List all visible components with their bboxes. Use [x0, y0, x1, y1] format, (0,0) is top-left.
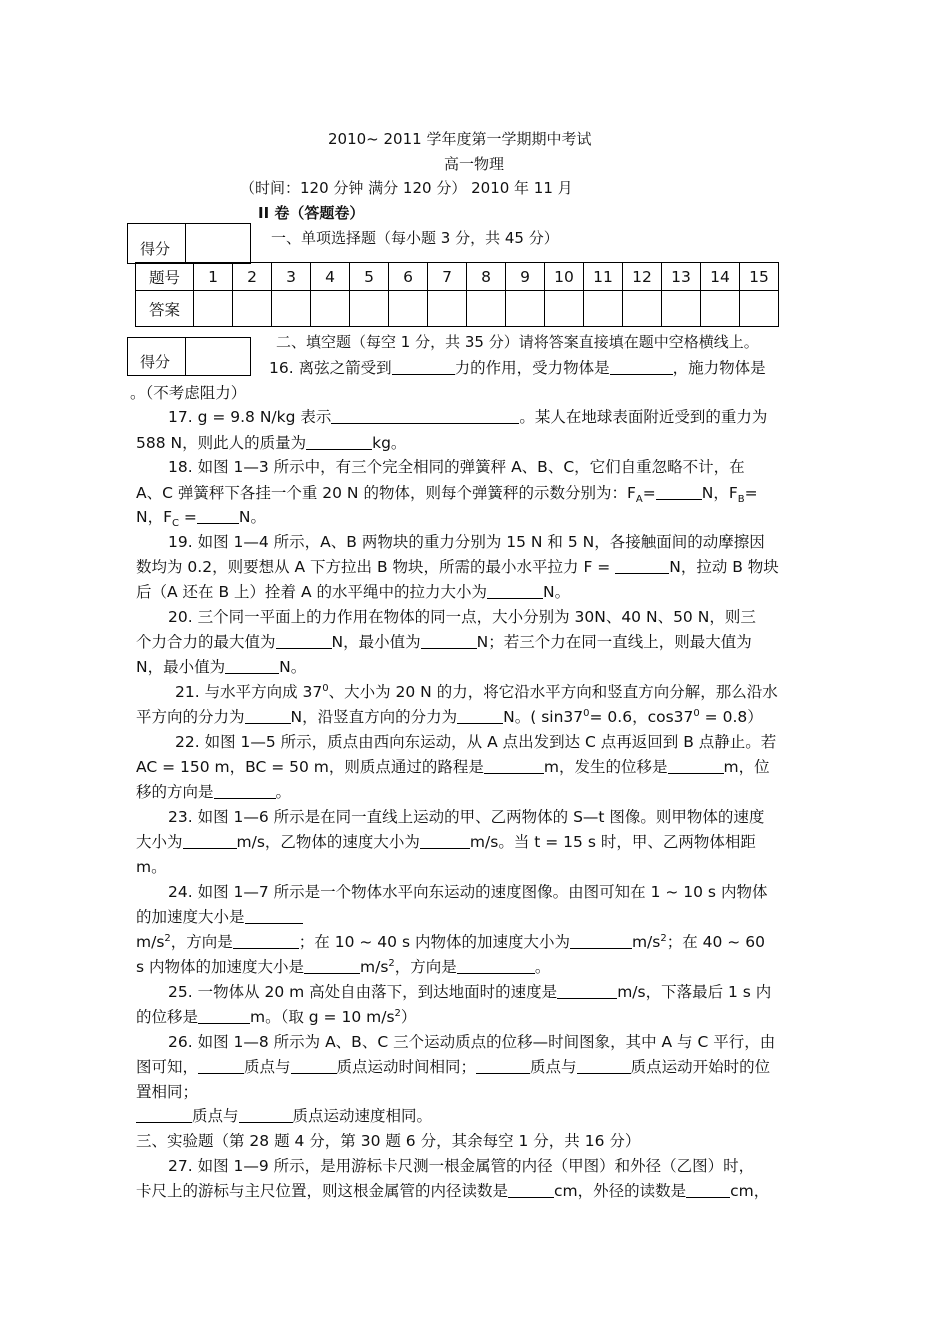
q27-line2	[136, 1179, 769, 1201]
answer-cell[interactable]	[389, 291, 428, 327]
row-header-number: 题号	[136, 263, 194, 291]
q21-blank2[interactable]	[457, 708, 503, 725]
q20-line3	[136, 655, 306, 677]
q21-blank1[interactable]	[245, 708, 291, 725]
q24-text: 。	[534, 958, 551, 976]
q27-text: 27. 如图 1—9 所示，是用游标卡尺测一根金属管的内径（甲图）和外径（乙图）时，	[168, 1157, 755, 1175]
q21-text: N，沿竖直方向的分力为	[290, 708, 458, 726]
q19-text: N。	[542, 583, 571, 601]
q22-text: 22. 如图 1—5 所示，质点由西向东运动，从 A 点出发到达 C 点再返回到 B 点静止。若	[175, 733, 777, 751]
question-number: 7	[428, 263, 467, 291]
q23-text: 大小为	[136, 833, 183, 851]
exam-title: 2010~ 2011 学年度第一学期期中考试	[328, 130, 592, 148]
q25-text: ）	[400, 1008, 417, 1026]
q21-text: 平方向的分力为	[136, 708, 245, 726]
q23-text: m。	[136, 858, 167, 876]
q16-text: 。（不考虑阻力）	[130, 384, 247, 402]
q23-text: m/s，乙物体的速度大小为	[236, 833, 420, 851]
answer-cell[interactable]	[467, 291, 506, 327]
q25-line1	[168, 980, 771, 1002]
q21-line2	[136, 705, 763, 727]
q24-text: s 内物体的加速度大小是	[136, 958, 305, 976]
question-number: 3	[272, 263, 311, 291]
q18-text: A、C 弹簧秤下各挂一个重 20 N 的物体，则每个弹簧秤的示数分别为：F	[136, 484, 636, 502]
answer-cell[interactable]	[311, 291, 350, 327]
score-field[interactable]	[186, 224, 250, 263]
section3-title	[136, 1129, 640, 1151]
q25-blank2[interactable]	[198, 1008, 250, 1025]
score-box-section1	[127, 223, 251, 264]
q21-text: 21. 与水平方向成 37	[175, 683, 323, 701]
q26-text: 质点运动时间相同；	[336, 1058, 477, 1076]
answer-cell[interactable]	[545, 291, 584, 327]
q17-blank2[interactable]	[306, 434, 372, 451]
answer-cell[interactable]	[662, 291, 701, 327]
q18-sub: A	[635, 494, 643, 506]
q27-text: cm，	[730, 1182, 770, 1200]
row-header-answer: 答案	[136, 291, 194, 327]
score-field[interactable]	[186, 338, 250, 375]
answer-cell[interactable]	[623, 291, 662, 327]
q20-blank2[interactable]	[421, 633, 477, 650]
q24-blank5[interactable]	[457, 958, 535, 975]
q21-line1	[175, 680, 778, 702]
q26-text: 质点与	[244, 1058, 291, 1076]
q23-line3	[136, 855, 167, 877]
q23-line2	[136, 830, 756, 852]
q20-blank1[interactable]	[276, 633, 332, 650]
answer-cell[interactable]	[506, 291, 545, 327]
q18-line2	[136, 481, 758, 505]
section3-title-text: 三、实验题（第 28 题 4 分，第 30 题 6 分，其余每空 1 分，共 16 分）	[136, 1132, 641, 1150]
q27-blank2[interactable]	[686, 1182, 730, 1199]
answer-table	[135, 262, 779, 327]
q18-sub: B	[737, 494, 745, 506]
q26-text: 质点运动开始时的位	[630, 1058, 771, 1076]
q20-text: 个力合力的最大值为	[136, 633, 276, 651]
question-number: 11	[584, 263, 623, 291]
q18-text: N。	[238, 508, 267, 526]
answer-cell[interactable]	[428, 291, 467, 327]
question-number: 6	[389, 263, 428, 291]
question-number: 2	[233, 263, 272, 291]
q21-text: = 0.8）	[699, 708, 763, 726]
q16-text: ，施力物体是	[672, 359, 766, 377]
q25-text: 的位移是	[136, 1008, 199, 1026]
q24-blank2[interactable]	[233, 933, 299, 950]
q18-text: =	[642, 484, 656, 502]
q26-text: 质点运动速度相同。	[292, 1107, 433, 1125]
q26-blank4[interactable]	[577, 1058, 631, 1075]
table-row	[136, 291, 779, 327]
q22-line1	[175, 730, 776, 752]
q19-text: 19. 如图 1—4 所示，A、B 两物块的重力分别为 15 N 和 5 N，各接触面间的动摩擦因	[168, 533, 765, 551]
q19-line1	[168, 530, 765, 552]
q26-line3	[136, 1080, 198, 1102]
q20-text: N；若三个力在同一直线上，则最大值为	[476, 633, 752, 651]
question-number: 10	[545, 263, 584, 291]
q24-sup: 2	[164, 932, 171, 944]
q19-blank1[interactable]	[615, 558, 669, 575]
q17-text: 17. g = 9.8 N/kg 表示	[168, 408, 332, 426]
q23-blank1[interactable]	[183, 833, 237, 850]
q18-text: N，F	[136, 508, 173, 526]
q20-text: N，最小值为	[331, 633, 421, 651]
q26-blank1[interactable]	[198, 1058, 244, 1075]
q22-blank2[interactable]	[668, 758, 724, 775]
answer-cell[interactable]	[740, 291, 779, 327]
q26-text: 26. 如图 1—8 所示为 A、B、C 三个运动质点的位移—时间图象，其中 A 与 C 平行，由	[168, 1033, 776, 1051]
q24-text: m/s	[631, 933, 661, 951]
section1-title: 一、单项选择题（每小题 3 分，共 45 分）	[271, 229, 559, 247]
q24-blank1[interactable]	[245, 908, 303, 925]
q27-text: cm，外径的读数是	[554, 1182, 687, 1200]
q20-text: 20. 三个同一平面上的力作用在物体的同一点，大小分别为 30N、40 N、50 N，则三	[168, 608, 756, 626]
q18-line1	[168, 455, 745, 477]
q21-text: 、大小为 20 N 的力，将它沿水平方向和竖直方向分解，那么沿水	[328, 683, 778, 701]
q25-blank1[interactable]	[557, 983, 617, 1000]
q17-line1	[168, 405, 767, 427]
q26-text: 图可知，	[136, 1058, 199, 1076]
q24-line4	[136, 955, 550, 977]
q24-text: ；在 40 ~ 60	[666, 933, 765, 951]
q23-blank2[interactable]	[420, 833, 470, 850]
question-number: 1	[194, 263, 233, 291]
q17-text: 588 N，则此人的质量为	[136, 434, 307, 452]
answer-cell[interactable]	[233, 291, 272, 327]
q22-text: AC = 150 m，BC = 50 m，则质点通过的路程是	[136, 758, 484, 776]
q24-text: ；在 10 ~ 40 s 内物体的加速度大小为	[298, 933, 570, 951]
q23-text: 23. 如图 1—6 所示是在同一直线上运动的甲、乙两物体的 S—t 图像。则甲物体的速度	[168, 808, 765, 826]
q27-text: 卡尺上的游标与主尺位置，则这根金属管的内径读数是	[136, 1182, 509, 1200]
question-number: 14	[701, 263, 740, 291]
q19-line2	[136, 555, 779, 577]
q25-text: m/s，下落最后 1 s 内	[617, 983, 772, 1001]
q24-line2	[136, 905, 303, 927]
q17-text: kg。	[372, 434, 407, 452]
score-box-section2	[127, 337, 251, 376]
q24-line3	[136, 930, 765, 952]
q26-blank3[interactable]	[476, 1058, 530, 1075]
q24-text: ，方向是	[170, 933, 233, 951]
q22-line2	[136, 755, 770, 777]
q25-line2	[136, 1005, 416, 1027]
q25-text: 25. 一物体从 20 m 高处自由落下，到达地面时的速度是	[168, 983, 558, 1001]
score-label: 得分	[128, 338, 186, 375]
q24-line1	[168, 880, 767, 902]
q22-blank1[interactable]	[484, 758, 544, 775]
q22-blank3[interactable]	[214, 783, 276, 800]
q27-line1	[168, 1154, 754, 1176]
q24-blank3[interactable]	[570, 933, 632, 950]
q23-line1	[168, 805, 764, 827]
volume-title: II 卷（答题卷）	[258, 204, 365, 222]
q24-text: m/s	[360, 958, 389, 976]
q21-sup: 0	[693, 707, 700, 719]
q19-line3	[136, 580, 570, 602]
q21-sup: 0	[322, 682, 329, 694]
q17-blank1[interactable]	[331, 408, 519, 425]
q18-text: =	[744, 484, 758, 502]
question-number: 13	[662, 263, 701, 291]
question-number: 4	[311, 263, 350, 291]
q26-blank2[interactable]	[291, 1058, 337, 1075]
q16-text: 力的作用，受力物体是	[454, 359, 610, 377]
table-row	[136, 263, 779, 291]
q23-text: m/s。当 t = 15 s 时，甲、乙两物体相距	[469, 833, 756, 851]
q22-text: m，位	[723, 758, 770, 776]
question-number: 9	[506, 263, 545, 291]
question-number: 15	[740, 263, 779, 291]
q16-text: 16. 离弦之箭受到	[269, 359, 392, 377]
q18-text: N，F	[701, 484, 738, 502]
exam-subject: 高一物理	[444, 155, 505, 173]
q18-text: 18. 如图 1—3 所示中，有三个完全相同的弹簧秤 A、B、C，它们自重忽略不计，在	[168, 458, 745, 476]
q24-blank4[interactable]	[304, 958, 360, 975]
q22-text: 。	[275, 783, 292, 801]
q26-line1	[168, 1030, 775, 1052]
q25-sup: 2	[394, 1007, 401, 1019]
q20-blank3[interactable]	[225, 658, 279, 675]
q20-line1	[168, 605, 756, 627]
q18-blank3[interactable]	[197, 508, 239, 525]
q19-blank2[interactable]	[487, 583, 543, 600]
answer-cell[interactable]	[272, 291, 311, 327]
answer-cell[interactable]	[350, 291, 389, 327]
q18-text: =	[179, 508, 197, 526]
q16-line2	[130, 381, 246, 403]
q24-text: 24. 如图 1—7 所示是一个物体水平向东运动的速度图像。由图可知在 1 ~ 10 s 内物体	[168, 883, 768, 901]
q18-sub: C	[172, 518, 179, 530]
q19-text: 数均为 0.2，则要想从 A 下方拉出 B 物块，所需的最小水平拉力 F =	[136, 558, 616, 576]
q20-text: N。	[279, 658, 307, 676]
answer-cell[interactable]	[584, 291, 623, 327]
q27-blank1[interactable]	[508, 1182, 554, 1199]
q26-blank6[interactable]	[239, 1107, 293, 1124]
q21-text: = 0.6，cos37	[589, 708, 694, 726]
q21-sup: 0	[583, 707, 590, 719]
score-label: 得分	[128, 224, 186, 263]
q17-line2	[136, 431, 406, 453]
question-number: 8	[467, 263, 506, 291]
answer-cell[interactable]	[194, 291, 233, 327]
q25-text: m。（取 g = 10 m/s	[250, 1008, 395, 1026]
q21-text: N。( sin37	[503, 708, 584, 726]
q24-text: 的加速度大小是	[136, 908, 245, 926]
q26-blank5[interactable]	[136, 1107, 192, 1124]
q20-line2	[136, 630, 752, 652]
q24-sup: 2	[388, 957, 395, 969]
q17-text: 。某人在地球表面附近受到的重力为	[519, 408, 768, 426]
section2-title: 二、填空题（每空 1 分，共 35 分）请将答案直接填在题中空格横线上。	[276, 333, 759, 351]
q24-text: ，方向是	[394, 958, 457, 976]
q16-blank2[interactable]	[610, 359, 673, 376]
q24-sup: 2	[660, 932, 667, 944]
q26-text: 质点与	[192, 1107, 239, 1125]
q22-text: 移的方向是	[136, 783, 214, 801]
q26-text: 置相同；	[136, 1083, 199, 1101]
q18-blank1[interactable]	[656, 484, 702, 501]
exam-meta: （时间：120 分钟 满分 120 分） 2010 年 11 月	[240, 179, 573, 197]
q26-text: 质点与	[530, 1058, 577, 1076]
question-number: 5	[350, 263, 389, 291]
answer-cell[interactable]	[701, 291, 740, 327]
q24-text: m/s	[136, 933, 165, 951]
q22-text: m，发生的位移是	[543, 758, 668, 776]
q19-text: 后（A 还在 B 上）拴着 A 的水平绳中的拉力大小为	[136, 583, 487, 601]
q18-line3	[136, 505, 266, 529]
q20-text: N，最小值为	[136, 658, 226, 676]
q22-line3	[136, 780, 291, 802]
q16-line1	[269, 356, 766, 378]
q19-text: N，拉动 B 物块	[669, 558, 779, 576]
q26-line2	[136, 1055, 770, 1077]
q26-line4	[136, 1104, 432, 1126]
q16-blank1[interactable]	[392, 359, 455, 376]
question-number: 12	[623, 263, 662, 291]
